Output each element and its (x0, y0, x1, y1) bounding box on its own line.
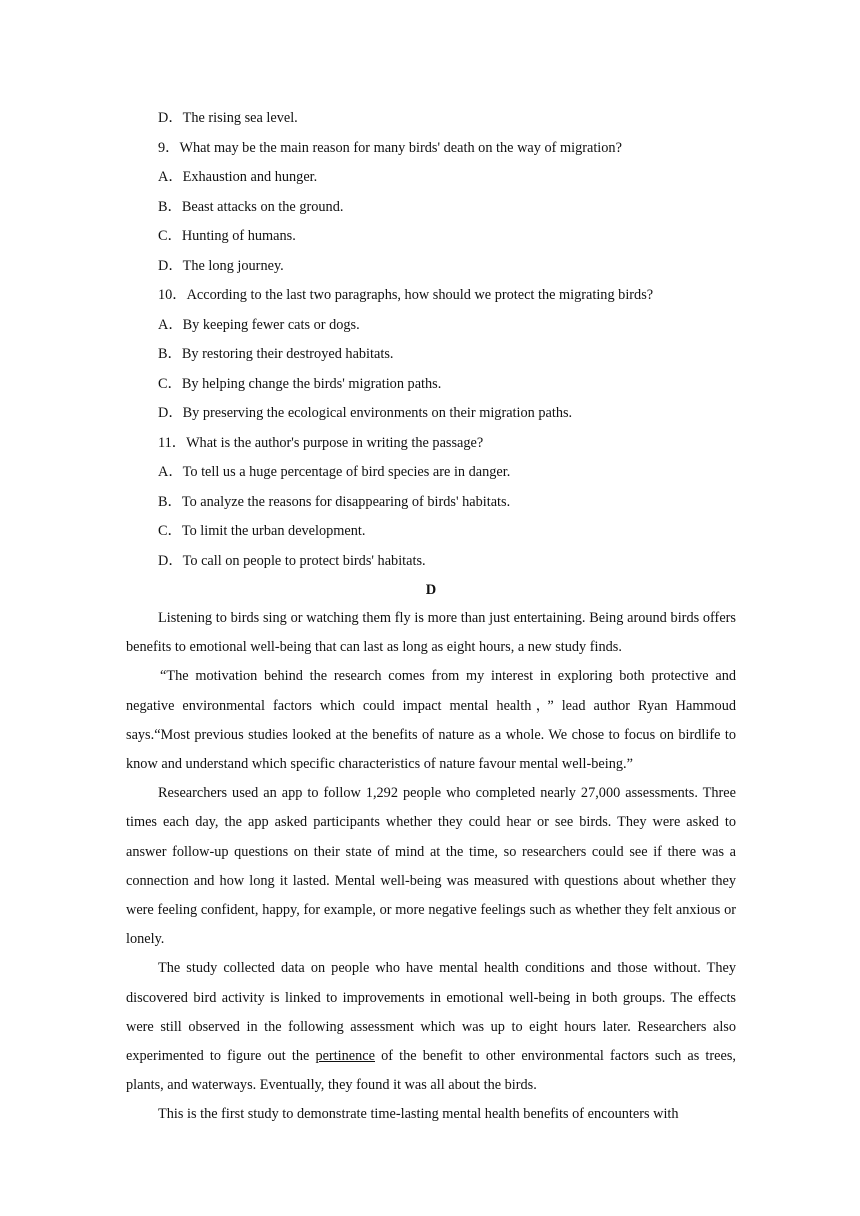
q11-option-d: D．To call on people to protect birds' habitats. (158, 552, 426, 569)
q11-option-c: C．To limit the urban development. (158, 523, 366, 539)
q10-option-d: D．By preserving the ecological environments on their migration paths. (158, 405, 573, 421)
section-d-paragraph-4 (126, 954, 736, 1100)
q9-option-a: A．Exhaustion and hunger. (158, 169, 318, 185)
section-d-heading: D (425, 582, 437, 598)
paragraph-4-text-end: of the benefit to other environmental factors such as trees, plants, and waterways. Eventually, they found it was all about the birds. (126, 1048, 736, 1094)
q9-option-c: C．Hunting of humans. (158, 228, 296, 244)
q8-option-d: D．The rising sea level. (158, 110, 298, 126)
section-d-paragraph-1: Listening to birds sing or watching them fly is more than just entertaining. Being around birds offers benefits to emotional well-being that can last as long as eight hours, a new study finds. (126, 610, 736, 656)
paragraph-4-text-start: The study collected data on people who have mental health conditions and those without. They discovered bird activity is linked to improvements in emotional well-being in both groups. The effects were still observed in the following assessment which was up to eight hours later. Researchers also experimented to figure out the (126, 960, 736, 1065)
q10-option-c: C．By helping change the birds' migration paths. (158, 375, 442, 392)
q9-option-d: D．The long journey. (158, 257, 284, 274)
section-d-paragraph-3: Researchers used an app to follow 1,292 people who completed nearly 27,000 assessments. Three times each day, the app asked participants whether they could hear or see birds. They were asked to answer follow-up questions on their state of mind at the time, so researchers could see if there was a connection and how long it lasted. Mental well-being was measured with questions about whether they were feeling confident, happy, for example, or more negative feelings such as whether they felt anxious or lonely. (126, 785, 736, 948)
section-d-paragraph-5: This is the first study to demonstrate time-lasting mental health benefits of encounters with (158, 1106, 679, 1123)
document-body (126, 104, 736, 1130)
q11-option-a: A．To tell us a huge percentage of bird species are in danger. (158, 464, 511, 480)
q10-option-b: B．By restoring their destroyed habitats. (158, 346, 394, 362)
question-10: 10．According to the last two paragraphs, how should we protect the migrating birds? (158, 287, 654, 303)
question-11: 11．What is the author's purpose in writing the passage? (158, 434, 484, 451)
section-d-paragraph-2: “The motivation behind the research comes from my interest in exploring both protective and negative environmental factors which could impact mental health，” lead author Ryan Hammoud says.“Most previous studies looked at the benefits of nature as a whole. We chose to focus on birdlife to know and understand which specific characteristics of nature favour mental well-being.” (126, 668, 736, 773)
underlined-word-pertinence: pertinence (315, 1048, 375, 1065)
q10-option-a: A．By keeping fewer cats or dogs. (158, 316, 360, 333)
q9-option-b: B．Beast attacks on the ground. (158, 198, 344, 215)
question-9: 9．What may be the main reason for many birds' death on the way of migration? (158, 139, 622, 156)
q11-option-b: B．To analyze the reasons for disappearing of birds' habitats. (158, 493, 511, 510)
